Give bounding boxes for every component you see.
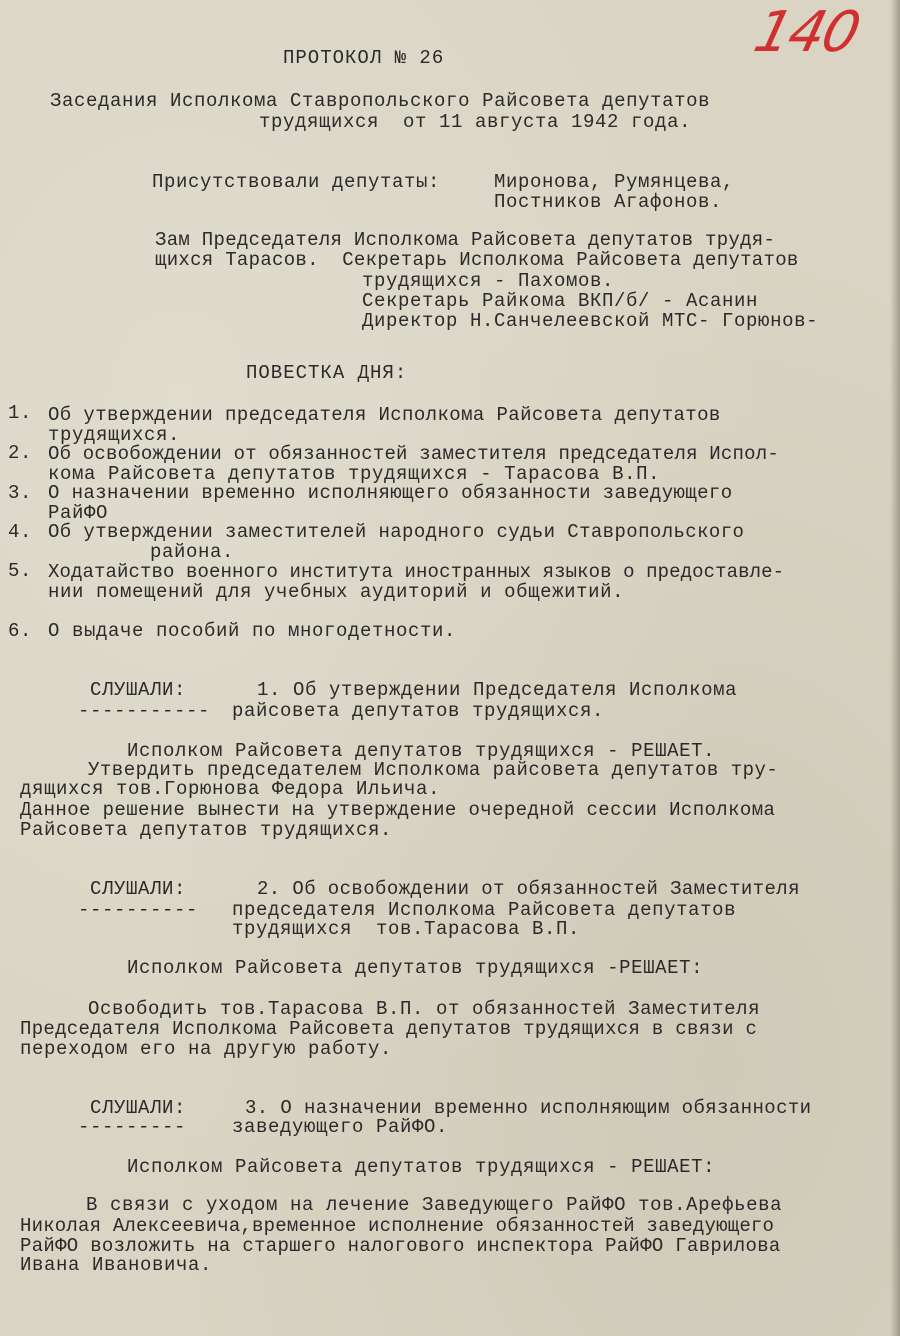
attendee-line: трудящихся - Пахомов. — [362, 270, 615, 292]
attendee-line: Зам Председателя Исполкома Райсовета депутатов трудя- — [155, 229, 776, 251]
decision-body-line: РайФО возложить на старшего налогового инспектора РайФО Гаврилова — [20, 1235, 781, 1257]
attendee-line: щихся Тарасов. Секретарь Исполкома Райсовета депутатов — [155, 249, 799, 271]
agenda-item-line: О выдаче пособий по многодетности. — [48, 620, 457, 642]
agenda-item-line: кома Райсовета депутатов трудящихся - Тарасова В.П. — [48, 463, 661, 485]
decision-body-line: Утвердить председателем Исполкома райсовета депутатов тру- — [88, 759, 779, 781]
heard-underline: ---------- — [78, 899, 199, 921]
agenda-item-line: О назначении временно исполняющего обязанности заведующего — [48, 482, 733, 504]
protocol-title: ПРОТОКОЛ № 26 — [283, 47, 445, 69]
decision-heading: Исполком Райсовета депутатов трудящихся - РЕШАЕТ: — [127, 1156, 716, 1178]
decision-body-line: Председателя Исполкома Райсовета депутатов трудящихся в связи с — [20, 1018, 758, 1040]
agenda-item-number: 4. — [8, 521, 33, 543]
agenda-item-line: трудящихся. — [48, 424, 181, 446]
decision-body-line: Данное решение вынести на утверждение очередной сессии Исполкома — [20, 799, 776, 821]
agenda-item-number: 3. — [8, 482, 33, 504]
heard-label: СЛУШАЛИ: — [90, 878, 187, 900]
heard-topic-line: председателя Исполкома Райсовета депутатов — [232, 899, 737, 921]
agenda-item-number: 6. — [8, 620, 33, 642]
decision-body-line: дящихся тов.Горюнова Федора Ильича. — [20, 778, 441, 800]
heard-underline: --------- — [78, 1116, 187, 1138]
decision-body-line: Райсовета депутатов трудящихся. — [20, 819, 393, 841]
paper-edge-shadow — [890, 0, 900, 1336]
agenda-item-number: 2. — [8, 442, 33, 464]
agenda-item-line: РайФО — [48, 502, 109, 524]
heard-topic-line: 3. О назначении временно исполняющим обязанности — [245, 1097, 812, 1119]
decision-body-line: переходом его на другую работу. — [20, 1038, 393, 1060]
agenda-item-line: Ходатайство военного института иностранных языков о предоставле- — [48, 561, 785, 583]
subtitle-line-2: трудящихся от 11 августа 1942 года. — [259, 111, 692, 133]
agenda-item-line: Об освобождении от обязанностей заместителя председателя Испол- — [48, 443, 779, 465]
heard-topic-line: райсовета депутатов трудящихся. — [232, 700, 605, 722]
decision-body-line: Николая Алексеевича,временное исполнение обязанностей заведующего — [20, 1215, 775, 1237]
subtitle-line-1: Заседания Исполкома Ставропольского Райсовета депутатов — [50, 90, 711, 112]
present-label: Присутствовали депутаты: — [152, 171, 441, 193]
heard-label: СЛУШАЛИ: — [90, 1097, 187, 1119]
present-names-line-2: Постников Агафонов. — [494, 191, 723, 213]
decision-body-line: Ивана Ивановича. — [20, 1254, 213, 1276]
agenda-item-line: Об утверждении председателя Исполкома Райсовета депутатов — [48, 404, 721, 426]
decision-heading: Исполком Райсовета депутатов трудящихся - РЕШАЕТ. — [127, 740, 716, 762]
heard-underline: ----------- — [78, 700, 211, 722]
handwritten-page-number: 140 — [747, 0, 865, 65]
agenda-item-number: 1. — [8, 402, 33, 424]
attendee-line: Секретарь Райкома ВКП/б/ - Асанин — [362, 290, 759, 312]
agenda-item-line: Об утверждении заместителей народного судьи Ставропольского — [48, 521, 745, 543]
heard-topic-line: 1. Об утверждении Председателя Исполкома — [257, 679, 738, 701]
attendee-line: Директор Н.Санчелеевской МТС- Горюнов- — [362, 310, 819, 332]
agenda-item-line: района. — [150, 541, 235, 563]
agenda-item-line: нии помещений для учебных аудиторий и общежитий. — [48, 581, 625, 603]
heard-topic-line: трудящихся тов.Тарасова В.П. — [232, 918, 581, 940]
heard-topic-line: 2. Об освобождении от обязанностей Заместителя — [257, 878, 800, 900]
heard-topic-line: заведующего РайФО. — [232, 1116, 449, 1138]
decision-heading: Исполком Райсовета депутатов трудящихся -РЕШАЕТ: — [127, 957, 704, 979]
agenda-item-number: 5. — [8, 560, 33, 582]
agenda-heading: ПОВЕСТКА ДНЯ: — [246, 362, 408, 384]
decision-body-line: Освободить тов.Тарасова В.П. от обязанностей Заместителя — [88, 998, 761, 1020]
heard-label: СЛУШАЛИ: — [90, 679, 187, 701]
present-names-line-1: Миронова, Румянцева, — [494, 171, 735, 193]
decision-body-line: В связи с уходом на лечение Заведующего РайФО тов.Арефьева — [86, 1194, 783, 1216]
